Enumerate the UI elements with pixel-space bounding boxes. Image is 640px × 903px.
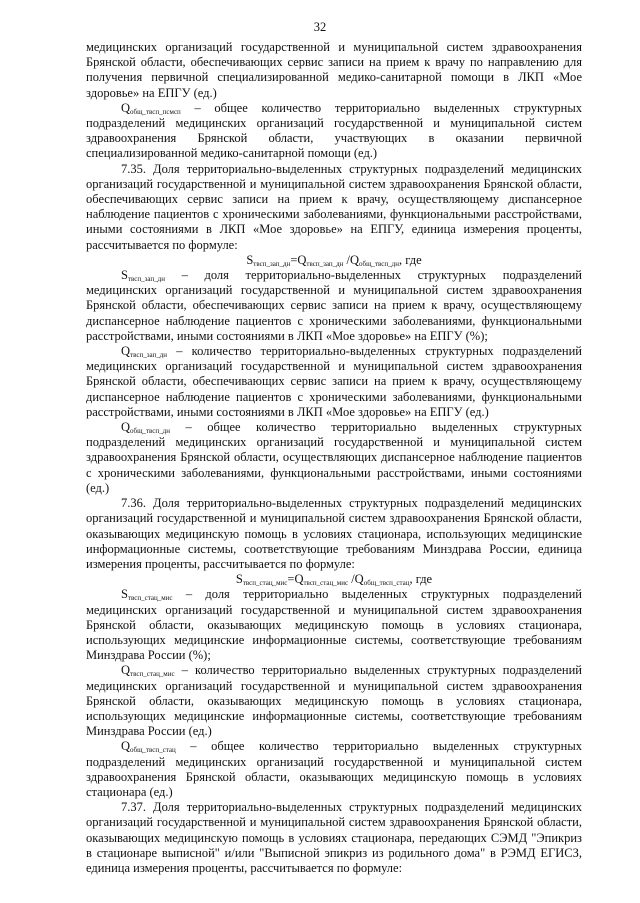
variable-symbol: Q [121,344,131,359]
formula-subscript: твсп_стац_мис [303,579,349,588]
definition-text: – общее количество территориально выделенных структурных подразделений медицинских организаций государственной и муниципальной систем здравоохранения Брянской области, оказывающих медицинскую помощь в условиях стационара (ед.) [86,739,582,799]
definition-text: – общее количество территориально выделенных структурных подразделений медицинских организаций государственной и муниципальной систем здравоохранения Брянской области, участвующих в оказании первичной специализированной медико-санитарной помощи (ед.) [86,100,582,161]
variable-subscript: твсп_зап_дн [130,351,168,360]
formula-subscript: твсп_стац_мис [242,579,288,588]
formula-symbol: =Q [287,572,304,587]
variable-subscript: общ_твсп_стац [130,746,176,755]
variable-symbol: S [121,268,128,283]
definition-text: – доля территориально-выделенных структурных подразделений медицинских организаций государственной и муниципальной систем здравоохранения Брянской области, обеспечивающих сервис записи на прием к врачу, осуществляющему диспансерное наблюдение пациентов с хроническими заболеваниями, функциональными расстройствами, иными состояниями в ЛКП «Мое здоровье» на ЕПГУ (%); [86,268,582,343]
definition-q-total-psmsp [86,101,582,162]
variable-symbol: Q [121,739,131,754]
definition-text: – общее количество территориально выделенных структурных подразделений медицинских организаций государственной и муниципальной систем здравоохранения Брянской области, осуществляющих диспансерное наблюдение пациентов с хроническими заболеваниями, функциональными расстройствами, иными состояниями (ед.) [86,420,582,495]
formula-symbol: S [246,252,254,267]
definition-text: – доля территориально выделенных структурных подразделений медицинских организаций государственной и муниципальной систем здравоохранения Брянской области, оказывающих медицинскую помощь в условиях стационара, использующих медицинские информационные системы, соответствующие требованиям Минздрава России (%); [86,587,582,663]
formula-subscript: твсп_зап_дн [306,259,344,268]
formula-subscript: твсп_зап_дн [253,259,291,268]
definition-q-zap-dn [86,344,582,420]
definition-text: – количество территориально-выделенных структурных подразделений медицинских организаций государственной и муниципальной систем здравоохранения Брянской области, обеспечивающих сервис записи на прием к врачу, осуществляющему диспансерное наблюдение пациентов с хроническими заболеваниями, функциональными расстройствами, иными состояниями в ЛКП «Мое здоровье» на ЕПГУ (ед.) [86,344,582,419]
paragraph-continuation: медицинских организаций государственной и муниципальной систем здравоохранения Брянской области, обеспечивающих сервис записи на прием к врачу по направлению для получения первичной специализированной медико-санитарной помощи в ЛКП «Мое здоровье» на ЕПГУ (ед.) [86,40,582,100]
section-7-35: 7.35. Доля территориально-выделенных структурных подразделений медицинских организаций государственной и муниципальной систем здравоохранения Брянской области, обеспечивающих сервис записи на прием к врачу, осуществляющему диспансерное наблюдение пациентов с хроническими заболеваниями, функциональными расстройствами, иными состояниями в ЛКП «Мое здоровье» на ЕПГУ, единица измерения проценты, рассчитывается по формуле: [86,161,582,252]
variable-symbol: Q [121,663,131,678]
section-7-36: 7.36. Доля территориально-выделенных структурных подразделений медицинских организаций государственной и муниципальной систем здравоохранения Брянской области, оказывающих медицинскую помощь в условиях стационара, использующих медицинские информационные системы, соответствующие требованиям Минздрава России, единица измерения проценты, рассчитывается по формуле: [86,496,582,571]
definition-s-zap-dn [86,268,582,344]
document-body [86,40,582,876]
definition-q-stac-mis [86,663,582,739]
formula-tail: , где [409,572,433,587]
formula-7-36 [86,572,582,587]
variable-subscript: общ_твсп_псмсп [130,107,181,116]
section-7-37: 7.37. Доля территориально-выделенных структурных подразделений медицинских организаций государственной и муниципальной систем здравоохранения Брянской области, оказывающих медицинскую помощь в условиях стационара, передающих СЭМД "Эпикриз в стационаре выписной" и/или "Выписной эпикриз из родильного дома" в РЭМД ЕГИСЗ, единица измерения проценты, рассчитывается по формуле: [86,800,582,875]
variable-subscript: твсп_стац_мис [127,594,173,603]
definition-q-total-dn [86,420,582,496]
variable-symbol: Q [121,100,131,115]
formula-symbol: =Q [290,252,307,267]
formula-symbol: S [235,572,243,587]
formula-symbol: /Q [343,252,360,267]
definition-text: – количество территориально выделенных структурных подразделений медицинских организаций государственной и муниципальной систем здравоохранения Брянской области, оказывающих медицинскую помощь в условиях стационара, использующих медицинские информационные системы, соответствующие требованиям Минздрава России (ед.) [86,663,582,739]
variable-symbol: Q [121,420,131,435]
variable-subscript: твсп_стац_мис [130,670,175,679]
formula-tail: , где [398,252,422,267]
formula-7-35 [86,253,582,268]
page-number: 32 [313,20,327,34]
definition-q-total-stac [86,739,582,800]
formula-subscript: общ_твсп_стац [363,579,410,588]
variable-subscript: общ_твсп_дн [130,427,170,436]
variable-subscript: твсп_зап_дн [127,275,165,284]
variable-symbol: S [121,587,128,602]
formula-symbol: /Q [348,572,364,587]
definition-s-stac-mis [86,587,582,663]
formula-subscript: общ_твсп_дн [359,259,399,268]
